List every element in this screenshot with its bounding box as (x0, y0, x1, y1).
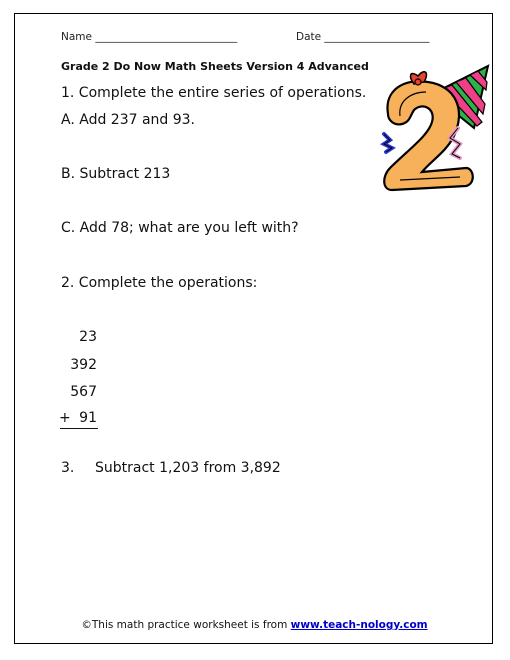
date-field-label: Date ____________________ (296, 31, 430, 43)
question-1b: B. Subtract 213 (61, 166, 171, 182)
question-1c: C. Add 78; what are you left with? (61, 220, 299, 236)
footer-credit (15, 619, 494, 631)
sum-underline (60, 428, 98, 429)
worksheet-page (14, 13, 493, 644)
question-3-number: 3. (61, 460, 75, 476)
addend-1: 23 (79, 329, 97, 345)
plus-sign: + (59, 410, 71, 426)
addend-4: 91 (79, 410, 97, 426)
streamer-icon (384, 134, 392, 152)
footer-prefix: ©This math practice worksheet is from (81, 619, 291, 631)
party-numeral-two-icon (370, 56, 490, 196)
question-1: 1. Complete the entire series of operations. (61, 85, 367, 101)
footer-link[interactable]: www.teach-nology.com (290, 619, 428, 631)
question-2: 2. Complete the operations: (61, 275, 258, 291)
name-field-label: Name ___________________________ (61, 31, 238, 43)
addend-2: 392 (70, 357, 97, 373)
addend-3: 567 (70, 384, 97, 400)
question-1a: A. Add 237 and 93. (61, 112, 196, 128)
question-3-text: Subtract 1,203 from 3,892 (95, 460, 281, 476)
worksheet-title: Grade 2 Do Now Math Sheets Version 4 Advanced (61, 60, 369, 73)
